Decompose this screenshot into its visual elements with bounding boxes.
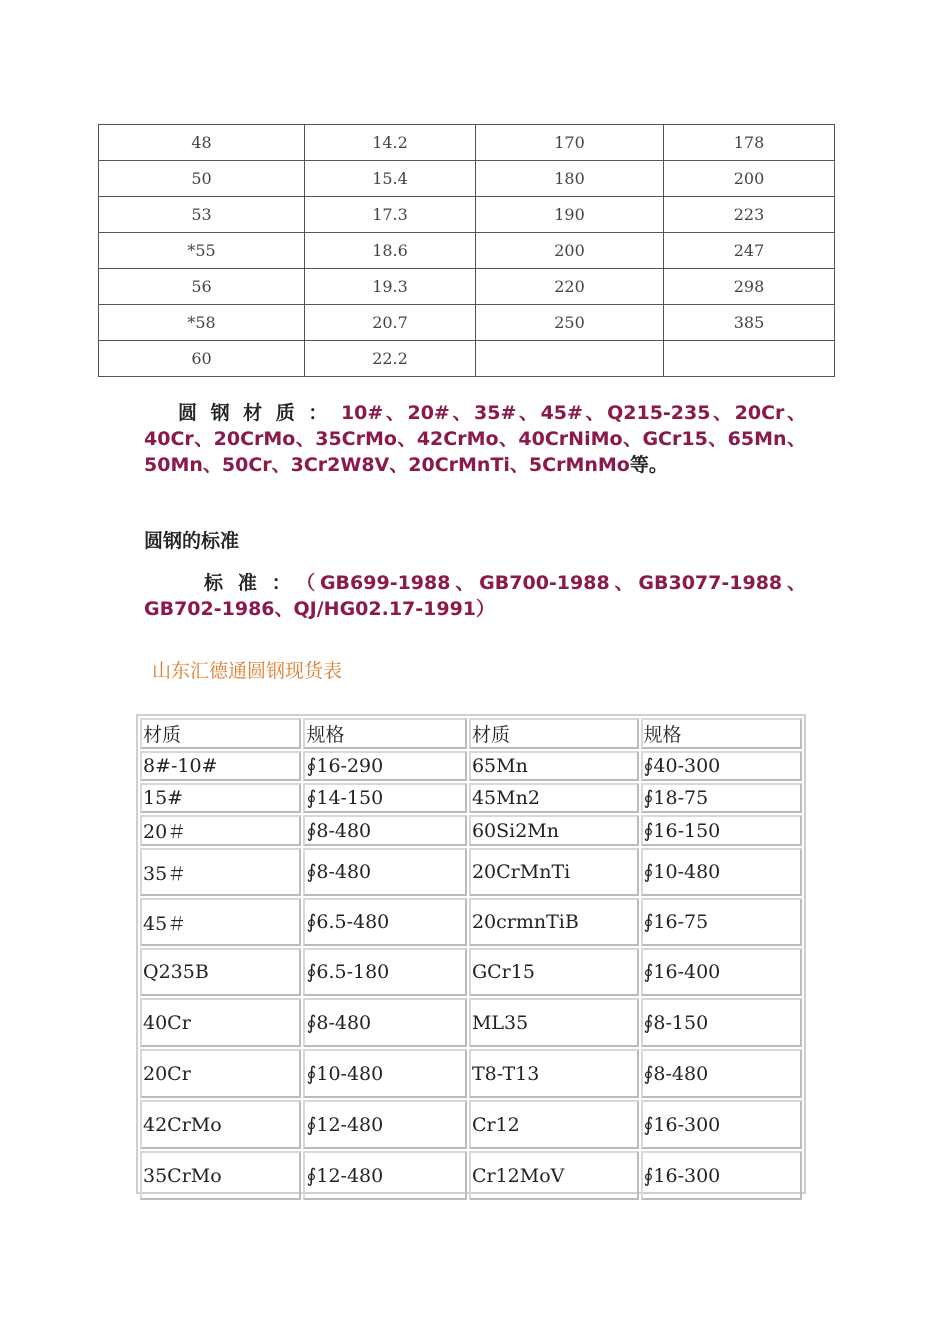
- table-cell: ∮16-400: [641, 948, 803, 996]
- table-cell: ∮12-480: [303, 1100, 466, 1149]
- table-cell: ∮8-150: [641, 998, 803, 1047]
- table-cell: 48: [99, 125, 305, 161]
- table-cell: 247: [664, 233, 835, 269]
- table-cell: 45Mn2: [469, 783, 639, 813]
- table-cell: ∮16-150: [641, 815, 803, 846]
- standard-label: 标准：: [204, 572, 306, 594]
- table-cell: 15#: [140, 783, 301, 813]
- table-cell: ∮14-150: [303, 783, 466, 813]
- table-cell: 8#-10#: [140, 751, 301, 781]
- table-cell: ∮8-480: [303, 998, 466, 1047]
- table-cell: 20.7: [305, 305, 476, 341]
- table-cell: 19.3: [305, 269, 476, 305]
- table-cell: 180: [476, 161, 664, 197]
- table-header-row: [140, 718, 802, 749]
- stock-table: [138, 716, 804, 1202]
- table-cell: 45＃: [140, 898, 301, 946]
- column-header: 材质: [469, 718, 639, 749]
- table-cell: [476, 341, 664, 377]
- table-row: [99, 233, 835, 269]
- table-cell: ∮16-290: [303, 751, 466, 781]
- column-header: 材质: [140, 718, 301, 749]
- table-cell: [664, 341, 835, 377]
- table-row: [140, 848, 802, 896]
- table-cell: 250: [476, 305, 664, 341]
- table-cell: 22.2: [305, 341, 476, 377]
- stock-table-title: 山东汇德通圆钢现货表: [152, 660, 343, 682]
- table-cell: ∮8-480: [303, 848, 466, 896]
- table-row: [99, 269, 835, 305]
- standard-list: （GB699-1988、GB700-1988、GB3077-1988、GB702-1986、QJ/HG02.17-1991）: [144, 572, 806, 620]
- table-cell: GCr15: [469, 948, 639, 996]
- table-cell: *58: [99, 305, 305, 341]
- table-cell: ∮12-480: [303, 1151, 466, 1200]
- table-cell: Q235B: [140, 948, 301, 996]
- table-cell: ∮40-300: [641, 751, 803, 781]
- table-cell: 60: [99, 341, 305, 377]
- table-row: [140, 815, 802, 846]
- table-cell: 20crmnTiB: [469, 898, 639, 946]
- table-cell: 200: [664, 161, 835, 197]
- table-cell: 60Si2Mn: [469, 815, 639, 846]
- table-row: [99, 161, 835, 197]
- table-cell: 35CrMo: [140, 1151, 301, 1200]
- table-row: [140, 1151, 802, 1200]
- table-cell: ∮10-480: [303, 1049, 466, 1098]
- standard-heading: 圆钢的标准: [144, 530, 240, 552]
- table-cell: ∮16-75: [641, 898, 803, 946]
- table-cell: 15.4: [305, 161, 476, 197]
- table-cell: 35＃: [140, 848, 301, 896]
- table-cell: 42CrMo: [140, 1100, 301, 1149]
- table-cell: 18.6: [305, 233, 476, 269]
- table-cell: Cr12: [469, 1100, 639, 1149]
- materials-suffix: 等。: [629, 454, 668, 476]
- table-cell: ∮6.5-480: [303, 898, 466, 946]
- stock-table-frame: [136, 714, 806, 1194]
- table-cell: 223: [664, 197, 835, 233]
- column-header: 规格: [303, 718, 466, 749]
- table-cell: T8-T13: [469, 1049, 639, 1098]
- table-row: [140, 1049, 802, 1098]
- table-cell: 14.2: [305, 125, 476, 161]
- table-cell: 40Cr: [140, 998, 301, 1047]
- table-cell: 220: [476, 269, 664, 305]
- table-cell: 178: [664, 125, 835, 161]
- table-cell: 20Cr: [140, 1049, 301, 1098]
- table-cell: ∮18-75: [641, 783, 803, 813]
- table-cell: ML35: [469, 998, 639, 1047]
- table-cell: ∮8-480: [641, 1049, 803, 1098]
- table-cell: 20CrMnTi: [469, 848, 639, 896]
- table-row: [140, 898, 802, 946]
- table-cell: ∮16-300: [641, 1151, 803, 1200]
- table-row: [140, 948, 802, 996]
- table-cell: ∮10-480: [641, 848, 803, 896]
- table-cell: 200: [476, 233, 664, 269]
- table-row: [99, 341, 835, 377]
- table-cell: ∮16-300: [641, 1100, 803, 1149]
- table-cell: 298: [664, 269, 835, 305]
- size-weight-table: [98, 124, 835, 377]
- materials-label: 圆钢材质：: [178, 402, 341, 424]
- table-cell: ∮6.5-180: [303, 948, 466, 996]
- table-row: [99, 305, 835, 341]
- table-cell: *55: [99, 233, 305, 269]
- standard-paragraph: [144, 570, 806, 622]
- materials-paragraph: [144, 400, 806, 478]
- table-cell: 53: [99, 197, 305, 233]
- table-cell: 56: [99, 269, 305, 305]
- table-row: [140, 998, 802, 1047]
- table-cell: 65Mn: [469, 751, 639, 781]
- table-cell: ∮8-480: [303, 815, 466, 846]
- table-cell: 50: [99, 161, 305, 197]
- table-row: [140, 1100, 802, 1149]
- table-cell: 385: [664, 305, 835, 341]
- table-cell: 17.3: [305, 197, 476, 233]
- materials-list: 10#、20#、35#、45#、Q215-235、20Cr、40Cr、20CrMo、35CrMo、42CrMo、40CrNiMo、GCr15、65Mn、50Mn、50Cr、3Cr2W8V、20CrMnTi、5CrMnMo: [144, 402, 806, 476]
- table-row: [99, 125, 835, 161]
- table-row: [140, 751, 802, 781]
- column-header: 规格: [641, 718, 803, 749]
- table-cell: Cr12MoV: [469, 1151, 639, 1200]
- table-cell: 190: [476, 197, 664, 233]
- table-row: [140, 783, 802, 813]
- table-row: [99, 197, 835, 233]
- table-cell: 20＃: [140, 815, 301, 846]
- table-cell: 170: [476, 125, 664, 161]
